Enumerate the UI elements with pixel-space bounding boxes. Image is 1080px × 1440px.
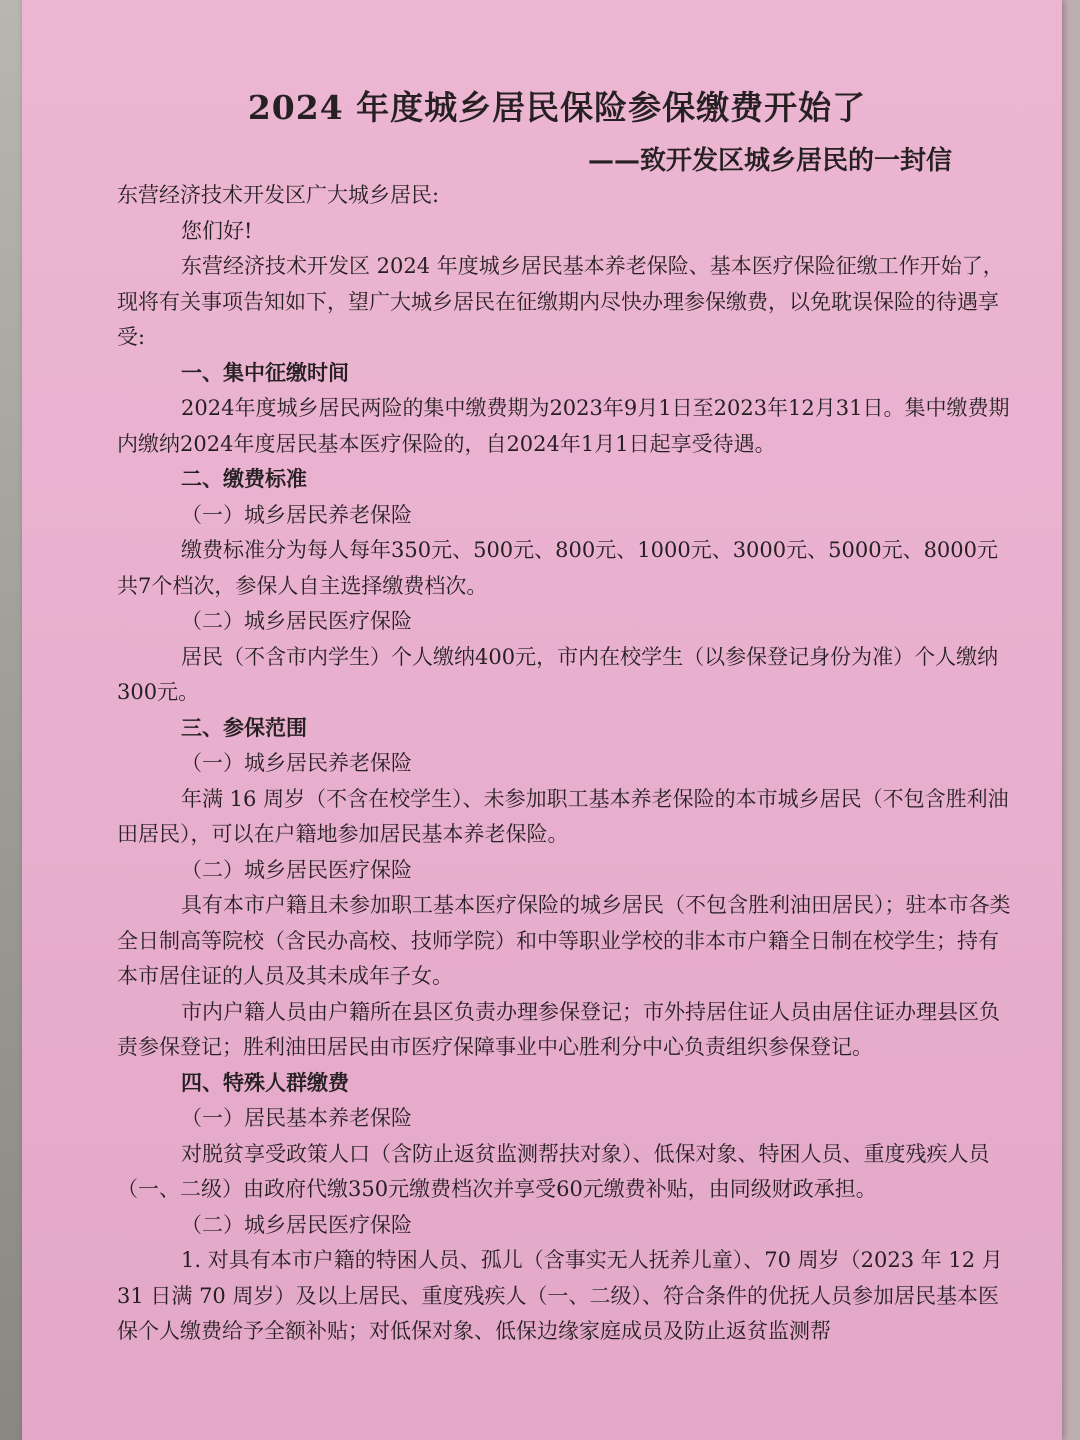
section-2-subheading-2: （二）城乡居民医疗保险	[181, 609, 412, 633]
salutation: 东营经济技术开发区广大城乡居民:	[117, 183, 440, 207]
letter-subtitle: ——致开发区城乡居民的一封信	[587, 146, 952, 176]
section-4-subheading-1: （一）居民基本养老保险	[181, 1106, 412, 1130]
section-3-paragraph-3: 市内户籍人员由户籍所在县区负责办理参保登记；市外持居住证人员由居住证办理县区负责参保登记；胜利油田居民由市医疗保障事业中心胜利分中心负责组织参保登记。	[117, 999, 1000, 1059]
section-3-subheading-1: （一）城乡居民养老保险	[181, 751, 412, 775]
section-1-heading: 一、集中征缴时间	[181, 360, 349, 385]
section-3-subheading-2: （二）城乡居民医疗保险	[181, 857, 412, 882]
letter-title: 2024 年度城乡居民保险参保缴费开始了	[247, 88, 867, 127]
section-4-subheading-2: （二）城乡居民医疗保险	[181, 1212, 412, 1237]
section-1-paragraph: 2024年度城乡居民两险的集中缴费期为2023年9月1日至2023年12月31日。集中缴费期内缴纳2024年度居民基本医疗保险的，自2024年1月1日起享受待遇。	[117, 396, 1010, 456]
section-2-paragraph-1: 缴费标准分为每人每年350元、500元、800元、1000元、3000元、5000元、8000元共7个档次，参保人自主选择缴费档次。	[117, 538, 999, 598]
letter-body	[117, 178, 1017, 1350]
section-2-subheading-1: （一）城乡居民养老保险	[181, 502, 412, 527]
section-3-heading: 三、参保范围	[181, 715, 307, 740]
section-2-paragraph-2: 居民（不含市内学生）个人缴纳400元，市内在校学生（以参保登记身份为准）个人缴纳300元。	[117, 644, 999, 704]
greeting: 您们好!	[181, 218, 253, 243]
intro-paragraph: 东营经济技术开发区 2024 年度城乡居民基本养老保险、基本医疗保险征缴工作开始了，现将有关事项告知如下，望广大城乡居民在征缴期内尽快办理参保缴费，以免耽误保险的待遇享受:	[117, 254, 1004, 349]
section-4-paragraph-1: 对脱贫享受政策人口（含防止返贫监测帮扶对象）、低保对象、特困人员、重度残疾人员（一、二级）由政府代缴350元缴费档次并享受60元缴费补贴，由同级财政承担。	[117, 1141, 990, 1201]
section-4-heading: 四、特殊人群缴费	[181, 1070, 349, 1095]
section-3-paragraph-1: 年满 16 周岁（不含在校学生）、未参加职工基本养老保险的本市城乡居民（不包含胜利油田居民），可以在户籍地参加居民基本养老保险。	[117, 786, 1009, 846]
letter-sheet	[22, 0, 1062, 1440]
section-4-paragraph-2: 1. 对具有本市户籍的特困人员、孤儿（含事实无人抚养儿童）、70 周岁（2023 年 12 月 31 日满 70 周岁）及以上居民、重度残疾人（一、二级）、符合条件的优抚人员参加居民基本医保个人缴费给予全额补贴；对低保对象、低保边缘家庭成员及防止返贫监测帮	[117, 1248, 1003, 1343]
section-3-paragraph-2: 具有本市户籍且未参加职工基本医疗保险的城乡居民（不包含胜利油田居民）；驻本市各类全日制高等院校（含民办高校、技师学院）和中等职业学校的非本市户籍全日制在校学生；持有本市居住证的人员及其未成年子女。	[117, 893, 1011, 988]
section-2-heading: 二、缴费标准	[181, 467, 307, 491]
